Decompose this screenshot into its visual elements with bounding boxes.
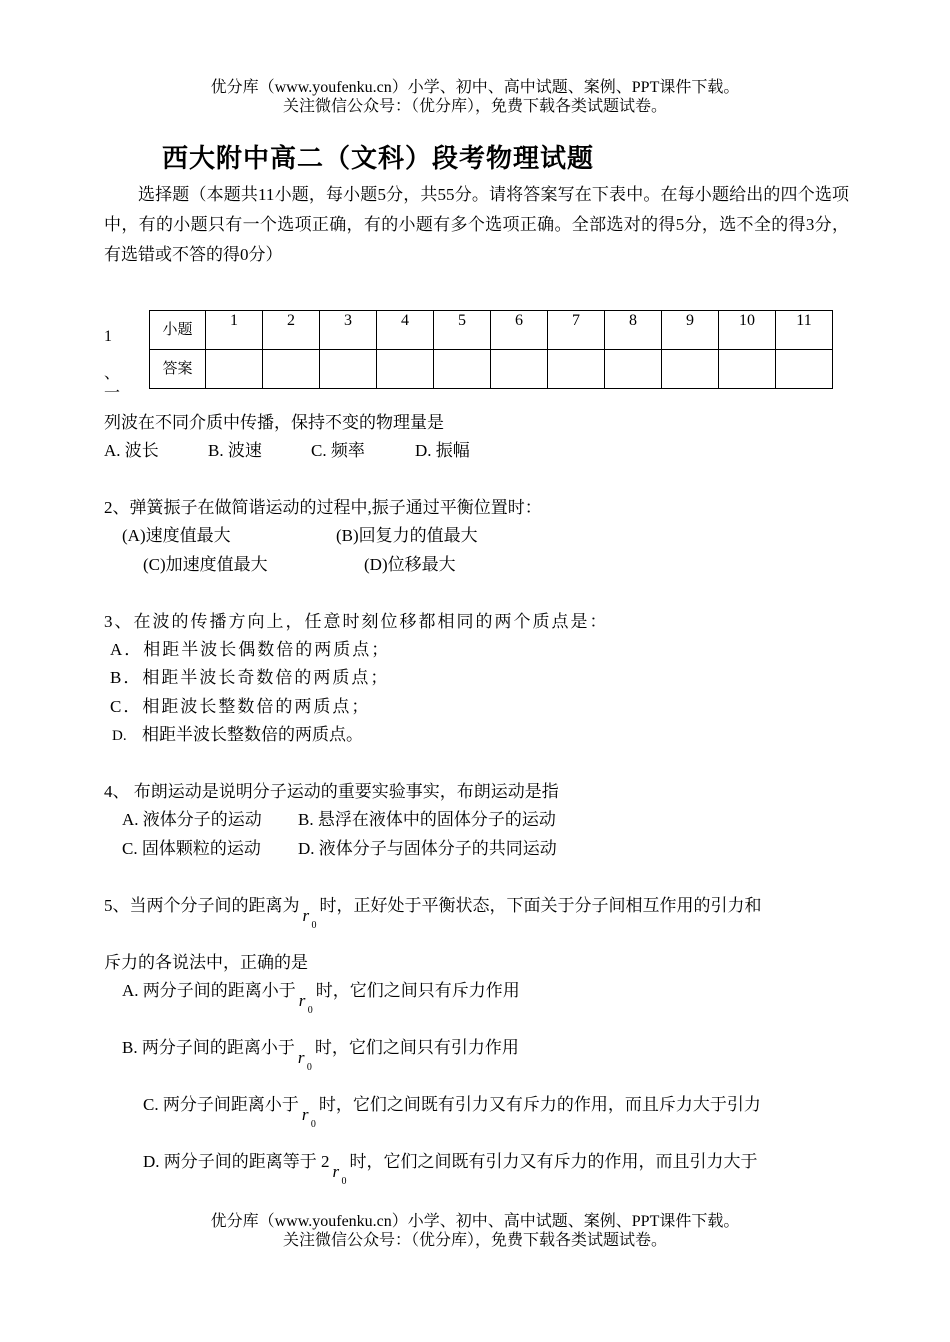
r0-r: r (301, 1105, 309, 1124)
r0-sub: 0 (310, 1119, 316, 1130)
question-5-text-pre: 5、当两个分子间的距离为 (104, 896, 300, 915)
question-1-text: 列波在不同介质中传播，保持不变的物理量是 (104, 413, 444, 432)
answer-cell[interactable] (776, 350, 833, 389)
answer-cell[interactable] (206, 350, 263, 389)
question-5-option-d-pre: D. 两分子间的距离等于 2 (143, 1152, 330, 1171)
answer-cell[interactable] (662, 350, 719, 389)
question-5-option-a (122, 981, 520, 1016)
question-5-option-d (143, 1152, 758, 1187)
question-number-cell: 2 (263, 311, 320, 350)
r0-sub: 0 (306, 1062, 312, 1073)
answer-header-cell: 答案 (150, 350, 206, 389)
question-3-option-d: 相距半波长整数倍的两质点。 (142, 725, 363, 744)
answer-table-header-row (150, 311, 833, 350)
question-1-mark-line: 一 (104, 385, 121, 402)
question-5-option-b-pre: B. 两分子间的距离小于 (122, 1038, 295, 1057)
r0-r: r (298, 991, 306, 1010)
question-4-text: 4、 布朗运动是说明分子运动的重要实验事实，布朗运动是指 (104, 782, 559, 801)
r0-symbol (295, 1038, 315, 1073)
question-1-option-b: B. 波速 (208, 441, 262, 460)
question-2-option-b: (B)回复力的值最大 (336, 526, 478, 545)
question-1-mark: 、 (104, 365, 121, 382)
question-5-option-a-post: 时，它们之间只有斥力作用 (315, 981, 520, 1000)
question-3-option-d-label: D. (112, 728, 127, 744)
question-5-option-c (143, 1095, 761, 1130)
question-number-cell: 10 (719, 311, 776, 350)
r0-r: r (302, 906, 310, 925)
question-4-option-b: B. 悬浮在液体中的固体分子的运动 (298, 810, 556, 829)
page-header-line1: 优分库（www.youfenku.cn）小学、初中、高中试题、案例、PPT课件下载。 (210, 79, 740, 96)
question-number-cell: 9 (662, 311, 719, 350)
page-title: 西大附中高二（文科）段考物理试题 (162, 144, 595, 173)
question-5-option-b (122, 1038, 519, 1073)
answer-cell[interactable] (491, 350, 548, 389)
question-5-text-post: 时，正好处于平衡状态，下面关于分子间相互作用的引力和 (319, 896, 762, 915)
r0-sub: 0 (307, 1005, 313, 1016)
question-header-cell: 小题 (150, 311, 206, 350)
question-number-cell: 3 (320, 311, 377, 350)
question-5-option-a-pre: A. 两分子间的距离小于 (122, 981, 296, 1000)
r0-symbol (330, 1152, 350, 1187)
answer-cell[interactable] (605, 350, 662, 389)
question-5-option-b-post: 时，它们之间只有引力作用 (314, 1038, 519, 1057)
question-2-text: 2、弹簧振子在做简谐运动的过程中,振子通过平衡位置时： (104, 498, 542, 517)
question-5-option-c-post: 时，它们之间既有引力又有斥力的作用，而且斥力大于引力 (318, 1095, 761, 1114)
question-number-cell: 4 (377, 311, 434, 350)
question-2-option-a: (A)速度值最大 (122, 526, 231, 545)
question-5-text-2: 斥力的各说法中，正确的是 (104, 953, 308, 972)
question-1-option-d: D. 振幅 (415, 441, 470, 460)
question-number-cell: 8 (605, 311, 662, 350)
question-number-cell: 7 (548, 311, 605, 350)
answer-cell[interactable] (377, 350, 434, 389)
question-5-option-c-pre: C. 两分子间距离小于 (143, 1095, 299, 1114)
question-1-number: 1 (104, 328, 112, 345)
r0-symbol (299, 1095, 319, 1130)
question-5-option-d-post: 时，它们之间既有引力又有斥力的作用，而且引力大于 (349, 1152, 758, 1171)
question-number-cell: 5 (434, 311, 491, 350)
r0-symbol (300, 896, 320, 931)
question-4-option-d: D. 液体分子与固体分子的共同运动 (298, 839, 557, 858)
question-2-option-d: (D)位移最大 (364, 555, 456, 574)
answer-table (149, 310, 833, 389)
answer-cell[interactable] (434, 350, 491, 389)
r0-r: r (297, 1048, 305, 1067)
r0-r: r (332, 1162, 340, 1181)
answer-cell[interactable] (548, 350, 605, 389)
page-footer-line2: 关注微信公众号：（优分库），免费下载各类试题试卷。 (282, 1232, 667, 1249)
answer-cell[interactable] (263, 350, 320, 389)
question-3-option-a: A．相距半波长偶数倍的两质点； (110, 640, 391, 659)
question-3-option-b: B．相距半波长奇数倍的两质点； (110, 668, 390, 687)
page-header-line2: 关注微信公众号：（优分库），免费下载各类试题试卷。 (282, 98, 667, 115)
answer-table-answer-row (150, 350, 833, 389)
answer-cell[interactable] (719, 350, 776, 389)
question-number-cell: 11 (776, 311, 833, 350)
instructions: 选择题（本题共11小题，每小题5分，共55分。请将答案写在下表中。在每小题给出的四个选项中，有的小题只有一个选项正确，有的小题有多个选项正确。全部选对的得5分，选不全的得3分，有选错或不答的得0分） (104, 185, 849, 264)
r0-symbol (296, 981, 316, 1016)
question-2-option-c: (C)加速度值最大 (143, 555, 268, 574)
question-1-option-a: A. 波长 (104, 441, 159, 460)
question-5-text (104, 896, 762, 931)
page-footer-line1: 优分库（www.youfenku.cn）小学、初中、高中试题、案例、PPT课件下载。 (210, 1213, 740, 1230)
question-number-cell: 1 (206, 311, 263, 350)
question-3-option-c: C．相距波长整数倍的两质点； (110, 697, 371, 716)
question-3-text: 3、在波的传播方向上，任意时刻位移都相同的两个质点是： (104, 612, 609, 631)
question-1-option-c: C. 频率 (311, 441, 365, 460)
question-4-option-a: A. 液体分子的运动 (122, 810, 262, 829)
question-4-option-c: C. 固体颗粒的运动 (122, 839, 261, 858)
question-number-cell: 6 (491, 311, 548, 350)
r0-sub: 0 (341, 1176, 347, 1187)
answer-cell[interactable] (320, 350, 377, 389)
r0-sub: 0 (311, 920, 317, 931)
